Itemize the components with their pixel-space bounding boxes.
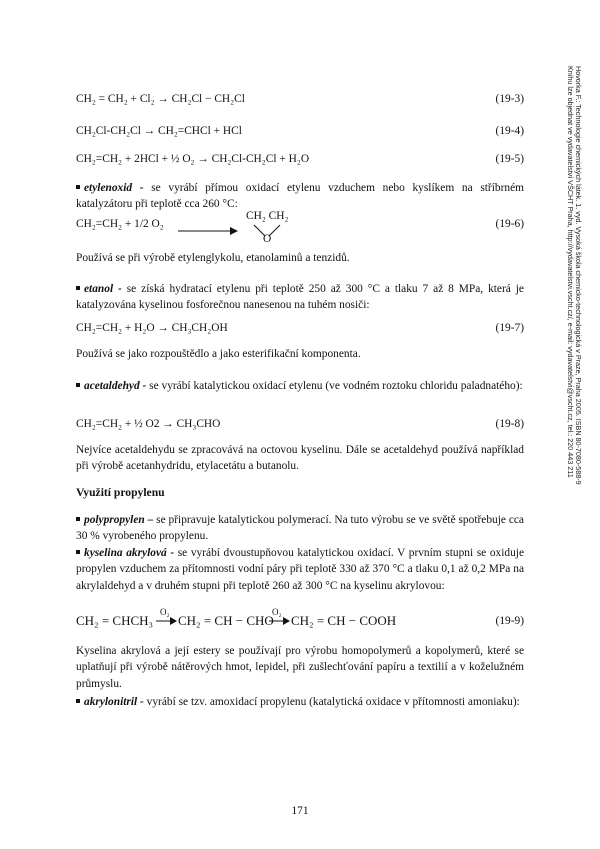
citation-line-2: Knihu lze objednat ve vydavatelství VŠCHT Praha, http://vydavatelstvi.vscht.cz/, e-mail: vydavatelstvi@vscht.cz, tel.: 220 443 211	[566, 66, 575, 478]
paragraph-akrylova-use: Kyselina akrylová a její estery se používají pro výrobu homopolymerů a kopolymerů, které se uplatňují při výrobě nátěrových hmot, lepidel, při zušlechťování papíru a textilií a v koželužném průmyslu.	[76, 645, 524, 690]
equation-part-2: CH₂ = CH − CHO	[178, 613, 274, 628]
equation-number: (19-8)	[495, 418, 524, 430]
paragraph-acetaldehyd-use: Nejvíce acetaldehydu se zpracovává na octovou kyselinu. Dále se acetaldehyd používá například při výrobě acetanhydridu, etylacetátu a butanolu.	[76, 444, 524, 473]
equation-part-3: CH₂ = CH − COOH	[291, 613, 397, 628]
paragraph-akrylonitril	[76, 694, 524, 710]
paragraph-etanol	[76, 281, 524, 314]
reaction-arrow-icon	[156, 615, 178, 627]
reaction-arrow-icon	[269, 615, 291, 627]
bullet-icon	[76, 383, 80, 387]
term-acetaldehyd: acetaldehyd -	[84, 380, 147, 392]
term-etanol: etanol -	[84, 283, 122, 295]
paragraph-akrylova	[76, 545, 524, 594]
equation-formula: CH₂Cl-CH₂Cl → CH₂=CHCl + HCl	[76, 125, 242, 137]
equation-formula: CH₂ = CH₂ + Cl₂ → CH₂Cl − CH₂Cl	[76, 93, 245, 105]
equation-19-5	[76, 150, 524, 168]
paragraph-text: vyrábí se tzv. amoxidací propylenu (katalytická oxidace v přítomnosti amoniaku):	[143, 696, 520, 708]
epoxide-oxygen: O	[263, 233, 272, 245]
equation-number: (19-6)	[495, 218, 524, 230]
paragraph-acetaldehyd	[76, 378, 524, 394]
equation-19-3	[76, 90, 524, 108]
term-kyselina-akrylova: kyselina akrylová -	[84, 547, 175, 559]
equation-number: (19-9)	[495, 615, 524, 627]
equation-number: (19-4)	[495, 125, 524, 137]
equation-19-6	[76, 212, 524, 248]
bullet-icon	[76, 517, 80, 521]
epoxide-ring-top: CH₂ CH₂	[246, 210, 289, 222]
paragraph-etylenoxid	[76, 180, 524, 213]
paragraph-text: se vyrábí katalytickou oxidací etylenu (ve vodném roztoku chloridu paladnatého):	[146, 380, 523, 392]
equation-19-8	[76, 415, 524, 433]
page-number: 171	[291, 805, 309, 817]
reaction-arrow-icon	[178, 224, 242, 238]
bullet-icon	[76, 550, 80, 554]
equation-formula: CH₂=CH₂ + H₂O → CH₃CH₂OH	[76, 322, 228, 334]
equation-part-1: CH₂ = CHCH₃	[76, 613, 154, 628]
equation-number: (19-5)	[495, 153, 524, 165]
paragraph-polypropylen	[76, 512, 524, 545]
paragraph-text: se vyrábí dvoustupňovou katalytickou oxidací. V prvním stupni se oxiduje propylen vzduchem za přítomnosti vodní páry při teplotě 330 až 370 °C a tlaku 0,1 až 0,2 MPa na akrylaldehyd a v druhém stupni při teplotě 260 až 300 °C na kyselinu akrylovou:	[76, 547, 525, 592]
term-polypropylen: polypropylen –	[84, 514, 154, 526]
bullet-icon	[76, 699, 80, 703]
paragraph-text: se získá hydratací etylenu při teplotě 250 až 300 °C a tlaku 7 až 8 MPa, která je katalyzována kyselinou fosforečnou nanesenou na tuhém nosiči:	[76, 283, 524, 312]
arrow-label-2: O₂	[272, 607, 282, 617]
equation-number: (19-3)	[495, 93, 524, 105]
bullet-icon	[76, 185, 80, 189]
equation-left-side: CH₂=CH₂ + 1/2 O₂	[76, 218, 164, 230]
bullet-icon	[76, 286, 80, 290]
equation-19-4	[76, 122, 524, 140]
equation-formula: CH₂=CH₂ + 2HCl + ½ O₂ → CH₂Cl-CH₂Cl + H₂O	[76, 153, 310, 165]
term-etylenoxid: etylenoxid -	[84, 182, 144, 194]
arrow-label-1: O₂	[160, 607, 170, 617]
paragraph-etylenoxid-use: Používá se při výrobě etylenglykolu, etanolaminů a tenzidů.	[76, 252, 350, 264]
term-akrylonitril: akrylonitril -	[84, 696, 144, 708]
citation-line-1: Hovorka F.: Technologie chemických látek. 1. vyd. Vysoká škola chemicko-technologická v Praze, Praha 2005. ISBN 80-7080-588-9	[574, 66, 583, 485]
equation-19-9	[76, 607, 524, 630]
paragraph-text: se vyrábí přímou oxidací etylenu vzduchem nebo kyslíkem na stříbrném katalyzátoru při teplotě cca 260 °C:	[76, 182, 524, 211]
paragraph-text: se připravuje katalytickou polymerací. Na tuto výrobu se ve světě spotřebuje cca 30 % vyrobeného propylenu.	[76, 514, 524, 543]
citation-sidebar	[566, 66, 600, 726]
equation-formula: CH₂=CH₂ + ½ O2 → CH₃CHO	[76, 418, 221, 430]
paragraph-etanol-use: Používá se jako rozpouštědlo a jako esterifikační komponenta.	[76, 348, 361, 360]
section-heading: Využití propylenu	[76, 486, 165, 499]
equation-19-7	[76, 319, 524, 337]
equation-number: (19-7)	[495, 322, 524, 334]
